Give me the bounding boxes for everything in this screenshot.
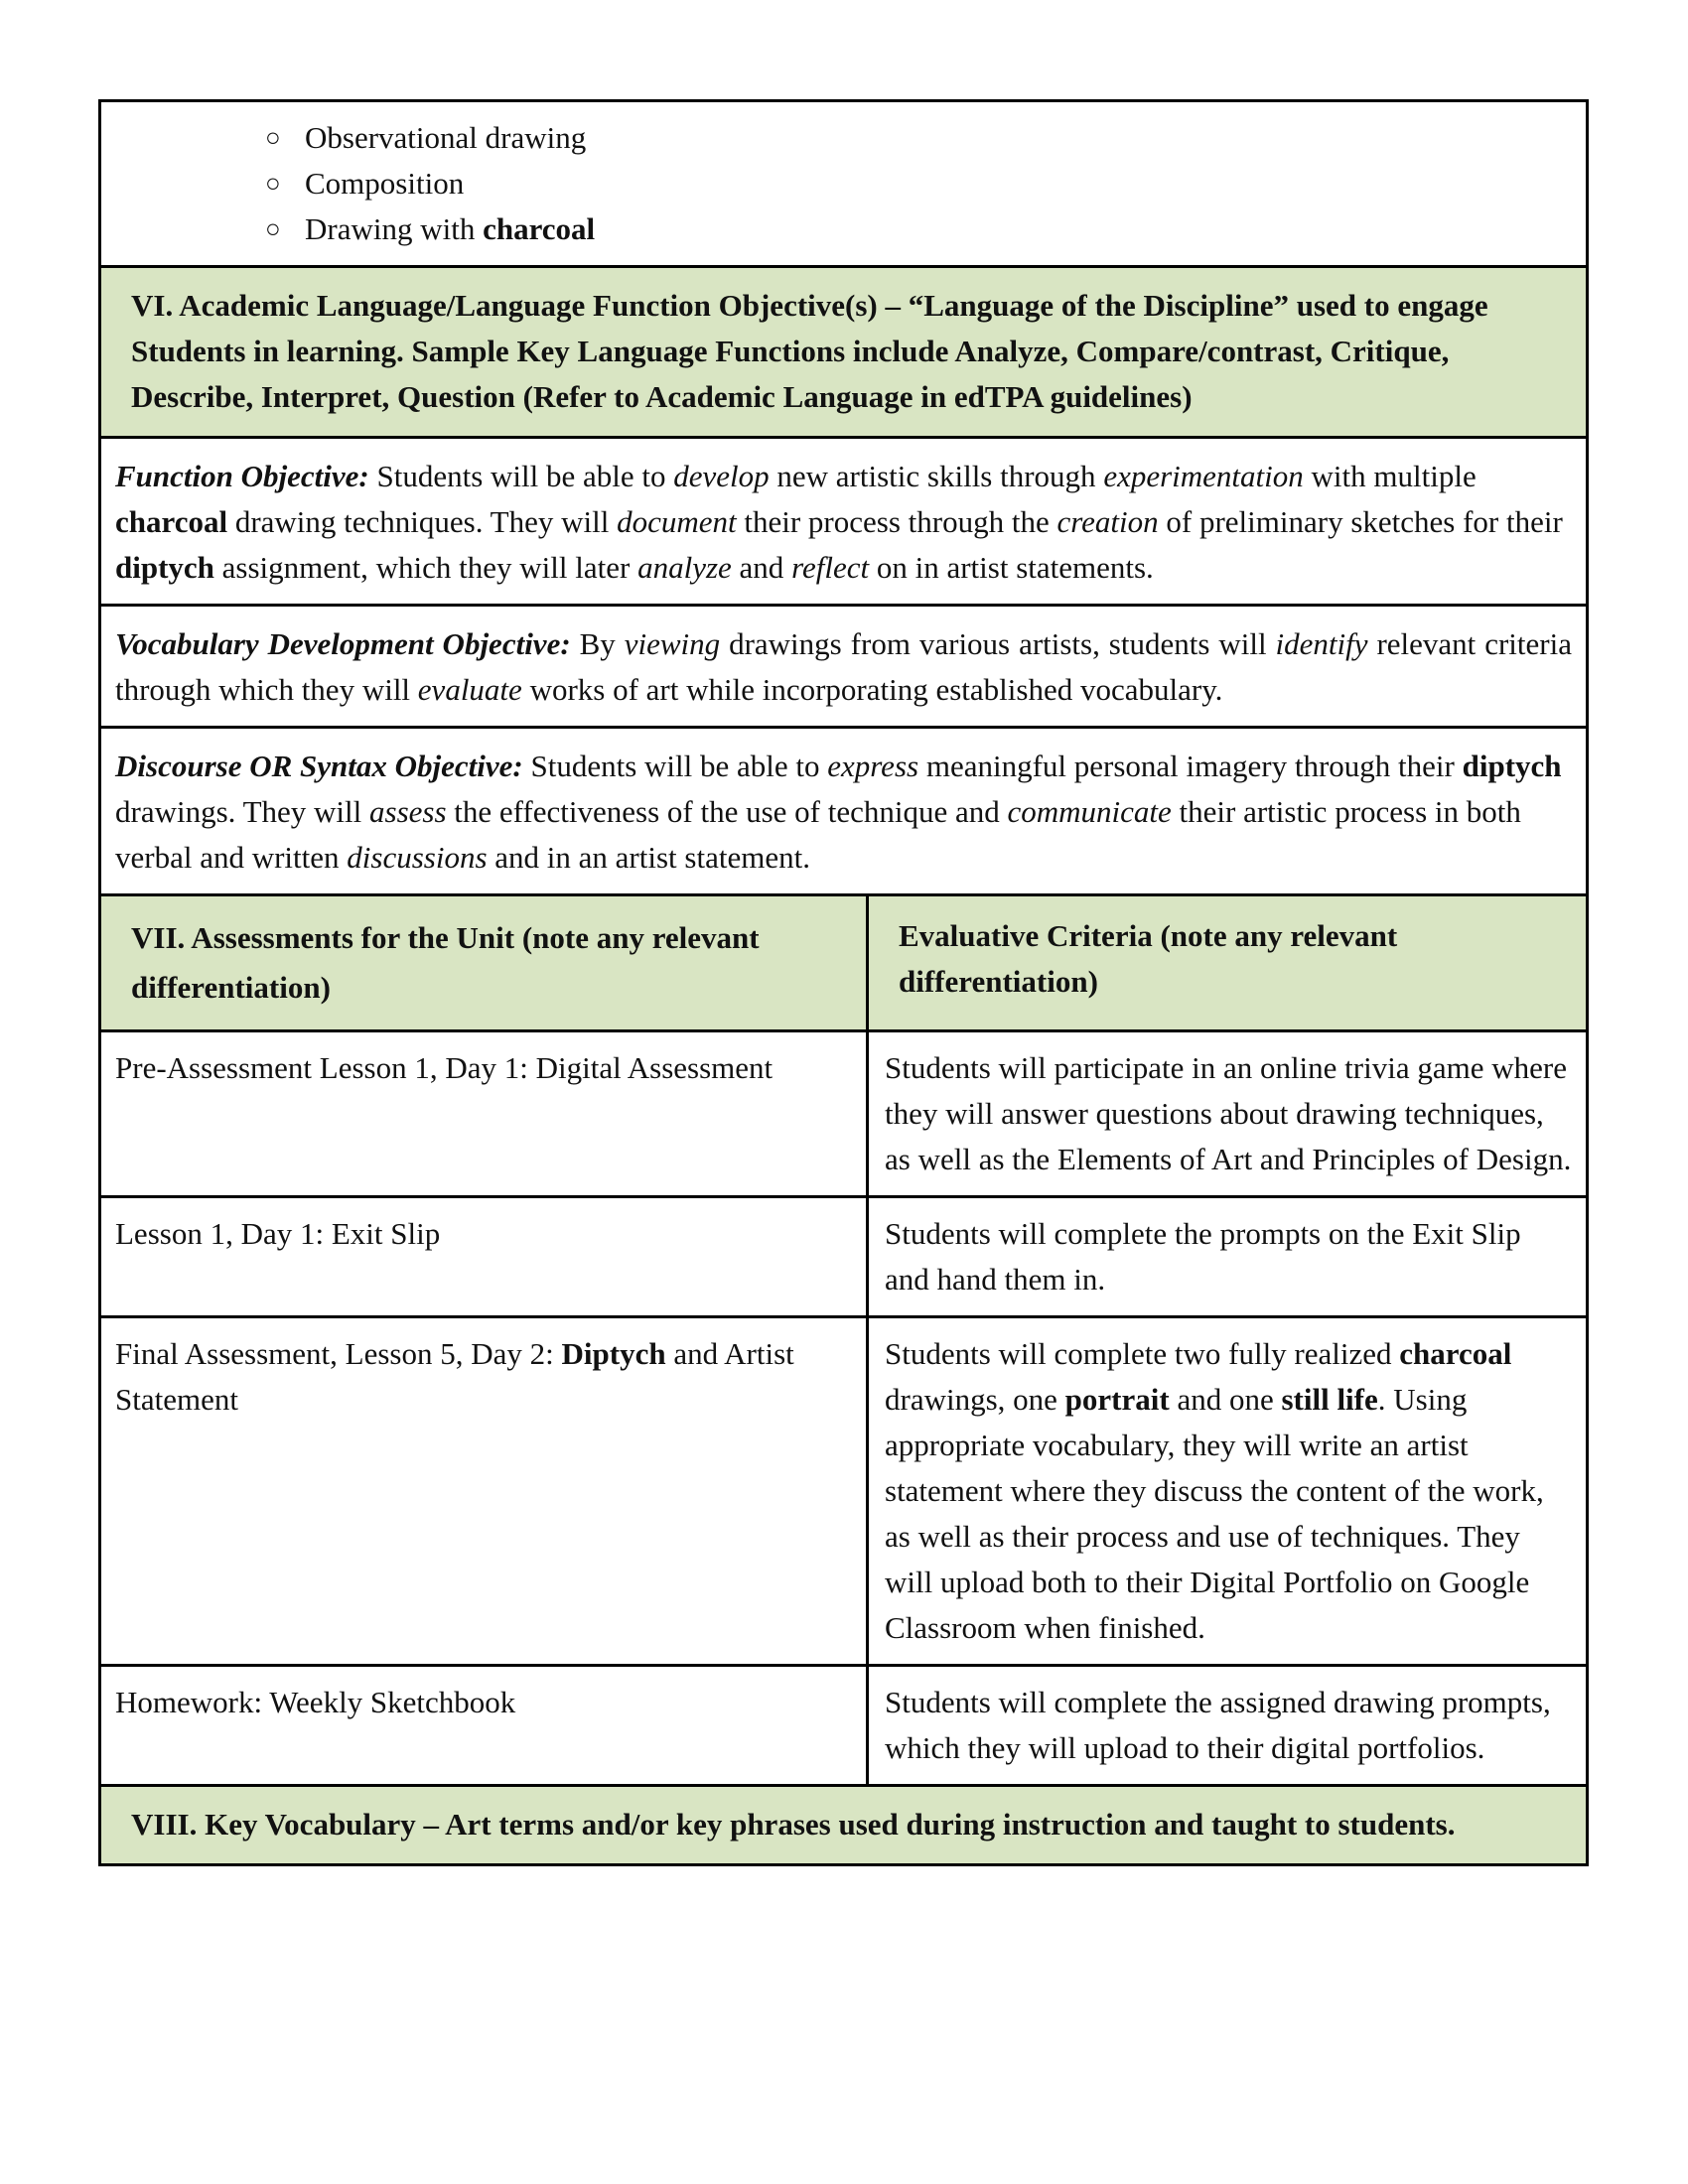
vocabulary-objective: Vocabulary Development Objective: By viewing drawings from various artists, students will identify relevant criteria through which they will evaluate works of art while incorporating established vocabulary. <box>101 607 1586 729</box>
hollow-circle-bullet-icon: ○ <box>265 169 281 198</box>
list-item <box>101 161 1586 206</box>
function-objective: Function Objective: Students will be able to develop new artistic skills through experimentation with multiple charcoal drawing techniques. They will document their process through the creation of preliminary sketches for their diptych assignment, which they will later analyze and reflect on in artist statements. <box>101 439 1586 607</box>
assessment-cell: Homework: Weekly Sketchbook <box>101 1667 869 1784</box>
assessments-header: VII. Assessments for the Unit (note any relevant differentiation) <box>101 896 869 1029</box>
evaluative-criteria-header: Evaluative Criteria (note any relevant differentiation) <box>899 918 1398 999</box>
assessment-cell: Pre-Assessment Lesson 1, Day 1: Digital Assessment <box>101 1032 869 1195</box>
discourse-objective: Discourse OR Syntax Objective: Students will be able to express meaningful personal imagery through their diptych drawings. They will assess the effectiveness of the use of technique and communicate their artistic process in both verbal and written discussions and in an artist statement. <box>101 729 1586 896</box>
list-item-text: Observational drawing <box>305 120 587 155</box>
criteria-cell: Students will complete two fully realized charcoal drawings, one portrait and one still life. Using appropriate vocabulary, they will write an artist statement where they discuss the content of the work, as well as their process and use of techniques. They will upload both to their Digital Portfolio on Google Classroom when finished. <box>885 1336 1544 1645</box>
criteria-cell: Students will participate in an online trivia game where they will answer questions about drawing techniques, as well as the Elements of Art and Principles of Design. <box>885 1050 1572 1176</box>
list-item <box>101 206 1586 252</box>
criteria-cell: Students will complete the assigned drawing prompts, which they will upload to their digital portfolios. <box>885 1685 1551 1765</box>
lesson-plan-table <box>98 99 1589 1866</box>
table-row <box>101 1667 1586 1787</box>
table-row <box>101 1032 1586 1198</box>
assessment-cell: Lesson 1, Day 1: Exit Slip <box>101 1198 869 1315</box>
section-8-header: VIII. Key Vocabulary – Art terms and/or key phrases used during instruction and taught to students. <box>101 1787 1586 1863</box>
list-item-text: Drawing with charcoal <box>305 211 596 246</box>
assessment-cell: Final Assessment, Lesson 5, Day 2: Diptych and Artist Statement <box>101 1318 869 1664</box>
skills-bullet-list <box>101 102 1586 268</box>
section-7-header <box>101 896 1586 1032</box>
table-row <box>101 1318 1586 1667</box>
section-6-header: VI. Academic Language/Language Function Objective(s) – “Language of the Discipline” used to engage Students in learning. Sample Key Language Functions include Analyze, Compare/contrast, Critique, Describe, Interpret, Question (Refer to Academic Language in edTPA guidelines) <box>101 268 1586 439</box>
hollow-circle-bullet-icon: ○ <box>265 214 281 243</box>
list-item <box>101 115 1586 161</box>
criteria-cell: Students will complete the prompts on the Exit Slip and hand them in. <box>885 1216 1521 1297</box>
hollow-circle-bullet-icon: ○ <box>265 123 281 152</box>
list-item-text: Composition <box>305 166 465 201</box>
table-row <box>101 1198 1586 1318</box>
